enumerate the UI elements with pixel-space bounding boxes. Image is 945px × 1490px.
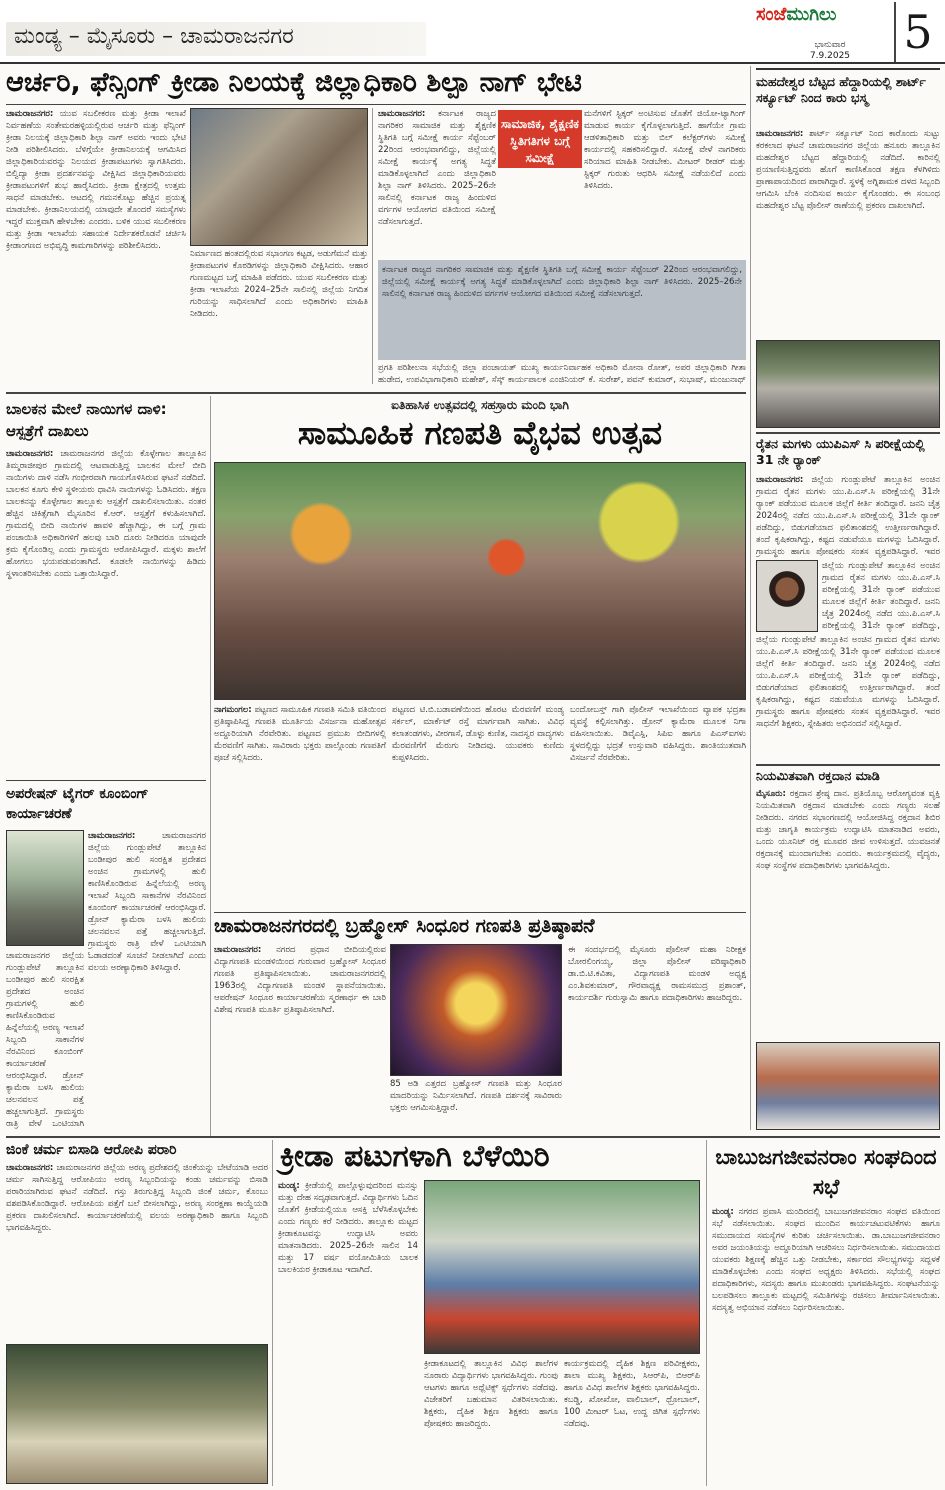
dog-body-text: ಚಾಮರಾಜನಗರ ಜಿಲ್ಲೆಯ ಕೊಳ್ಳೇಗಾಲ ತಾಲ್ಲೂಕಿನ ತಿಮ್ಮರಾಜೀಪುರ ಗ್ರಾಮದಲ್ಲಿ ಆಟವಾಡುತ್ತಿದ್ದ ಬಾಲಕನ ಮೇಲೆ ಬೀದಿ ನಾಯಿಗಳು ದಾಳಿ ನಡೆಸಿ ಗಂಭೀರವಾಗಿ ಗಾಯಗೊಳಿಸಿರುವ ಘಟನೆ ನಡೆದಿದೆ. ಬಾಲಕನ ಕೂಗು ಕೇಳಿ ಸ್ಥಳೀಯರು ಧಾವಿಸಿ ನಾಯಿಗಳನ್ನು ಓಡಿಸಿದರು. ತಕ್ಷಣ ಬಾಲಕನನ್ನು ಕೊಳ್ಳೇಗಾಲ ತಾಲ್ಲೂಕು ಆಸ್ಪತ್ರೆಗೆ ದಾಖಲಿಸಲಾಯಿತು. ನಂತರ ಹೆಚ್ಚಿನ ಚಿಕಿತ್ಸೆಗಾಗಿ ಮೈಸೂರಿನ ಕೆ.ಆರ್. ಆಸ್ಪತ್ರೆಗೆ ಕಳುಹಿಸಲಾಗಿದೆ. ಗ್ರಾಮದಲ್ಲಿ ಬೀದಿ ನಾಯಿಗಳ ಹಾವಳಿ ಹೆಚ್ಚಾಗಿದ್ದು, ಈ ಬಗ್ಗೆ ಗ್ರಾಮ ಪಂಚಾಯಿತಿ ಅಧಿಕಾರಿಗಳಿಗೆ ಹಲವು ಬಾರಿ ದೂರು ನೀಡಿದರೂ ಯಾವುದೇ ಕ್ರಮ ಕೈಗೊಂಡಿಲ್ಲ ಎಂದು ಗ್ರಾಮಸ್ಥರು ಆರೋಪಿಸಿದ್ದಾರೆ. ಮಕ್ಕಳು ಶಾಲೆಗೆ ಹೋಗಲು ಭಯಪಡುವಂತಾಗಿದೆ. ಕೂಡಲೇ ನಾಯಿಗಳನ್ನು ಹಿಡಿದು ಸ್ಥಳಾಂತರಿಸಬೇಕು ಎಂದು ಒತ್ತಾಯಿಸಿದ್ದಾರೆ. bbox=[6, 449, 206, 579]
survey-bottom-note: ಪ್ರಗತಿ ಪರಿಶೀಲನಾ ಸಭೆಯಲ್ಲಿ ಜಿಲ್ಲಾ ಪಂಚಾಯತ್ ಮುಖ್ಯ ಕಾರ್ಯನಿರ್ವಾಹಕ ಅಧಿಕಾರಿ ಮೋನಾ ರೋತ್, ಅಪರ ಜಿಲ್ಲಾಧಿಕಾರಿ ಗೀತಾ ಹುಡೇದ, ಉಪವಿಭಾಗಾಧಿಕಾರಿ ಮಹೇಶ್, ಸೆಸ್ಕ್ ಕಾರ್ಯಪಾಲಕ ಎಂಜಿನಿಯರ್ ಕೆ. ಸುರೇಶ್, ಪವನ್ ಕುಮಾರ್, ಸುಭಾಷ್, ಮಂಜುನಾಥ್ bbox=[378, 363, 746, 385]
babu-jagajivanram-body bbox=[712, 1206, 940, 1484]
ganesha-kicker: ಐತಿಹಾಸಿಕ ಉತ್ಸವದಲ್ಲಿ ಸಹಸ್ರಾರು ಮಂದಿ ಭಾಗಿ bbox=[391, 398, 569, 412]
divider bbox=[756, 68, 940, 70]
dateline: ಮಂಡ್ಯ: bbox=[278, 1181, 300, 1191]
top-story-caption: ನಿರ್ಮಾಣದ ಹಂತದಲ್ಲಿರುವ ಸಭಾಂಗಣ ಕಟ್ಟಡ, ಅಡುಗೆಮನೆ ಮತ್ತು ಕ್ರೀಡಾಪಟುಗಳ ಕೊಠಡಿಗಳನ್ನು ಜಿಲ್ಲಾಧಿಕಾರಿ ವೀಕ್ಷಿಸಿದರು. ಆಹಾರ ಗುಣಮಟ್ಟದ ಬಗ್ಗೆ ಮಾಹಿತಿ ಪಡೆದರು. ಯುವ ಸಬಲೀಕರಣ ಮತ್ತು ಕ್ರೀಡಾ ಇಲಾಖೆಯ 2024–25ನೇ ಸಾಲಿನಲ್ಲಿ ಜಿಲ್ಲೆಯ ನಿಗದಿತ ಗುರಿಯನ್ನು ಸಾಧಿಸಲಾಗಿದೆ ಎಂದು ಅಧಿಕಾರಿಗಳು ಮಾಹಿತಿ ನೀಡಿದರು. bbox=[190, 249, 368, 319]
sports-body-1: ಕ್ರೀಡೆಯಲ್ಲಿ ಪಾಲ್ಗೊಳ್ಳುವುದರಿಂದ ಮನಸ್ಸು ಮತ್ತು ದೇಹ ಸದೃಢವಾಗುತ್ತದೆ. ವಿದ್ಯಾರ್ಥಿಗಳು ಓದಿನ ಜೊತೆಗೆ ಕ್ರೀಡೆಯಲ್ಲಿಯೂ ಆಸಕ್ತಿ ಬೆಳೆಸಿಕೊಳ್ಳಬೇಕು ಎಂದು ಗಣ್ಯರು ಕರೆ ನೀಡಿದರು. ತಾಲ್ಲೂಕು ಮಟ್ಟದ ಕ್ರೀಡಾಕೂಟವನ್ನು ಉದ್ಘಾಟಿಸಿ ಅವರು ಮಾತನಾಡಿದರು. 2025–26ನೇ ಸಾಲಿನ 14 ಮತ್ತು 17 ವರ್ಷ ವಯೋಮಿತಿಯ ಬಾಲಕ ಬಾಲಕಿಯರ ಕ್ರೀಡಾಕೂಟ ಇದಾಗಿದೆ. bbox=[278, 1181, 418, 1275]
burnt-car-photo bbox=[756, 340, 940, 428]
brand-part-1: ಸಂಜೆ bbox=[756, 4, 787, 25]
brahmos-caption: 85 ಅಡಿ ಎತ್ತರದ ಬ್ರಹ್ಮೋಸ್ ಗಣಪತಿ ಮತ್ತು ಸಿಂಧೂರ ಮಾದರಿಯನ್ನು ನಿರ್ಮಿಸಲಾಗಿದೆ. ಗಣಪತಿ ದರ್ಶನಕ್ಕೆ ಸಾವಿರಾರು ಭಕ್ತರು ಆಗಮಿಸುತ್ತಿದ್ದಾರೆ. bbox=[390, 1079, 562, 1113]
brahmos-headline: ಚಾಮರಾಜನಗರದಲ್ಲಿ ಬ್ರಹ್ಮೋಸ್ ಸಿಂಧೂರ ಗಣಪತಿ ಪ್ರತಿಷ್ಠಾಪನೆ bbox=[214, 915, 595, 937]
forest-officials-photo bbox=[6, 1344, 268, 1484]
divider bbox=[6, 104, 746, 105]
dateline: ಚಾಮರಾಜನಗರ: bbox=[756, 129, 804, 139]
survey-col1 bbox=[378, 108, 496, 258]
top-story-col1 bbox=[6, 108, 186, 384]
car-story-body bbox=[756, 128, 940, 338]
sports-col1 bbox=[278, 1180, 418, 1484]
dateline: ಚಾಮರಾಜನಗರ: bbox=[88, 831, 136, 841]
deer-body-text: ಚಾಮರಾಜನಗರ ಜಿಲ್ಲೆಯ ಅರಣ್ಯ ಪ್ರದೇಶದಲ್ಲಿ ಜಿಂಕೆಯನ್ನು ಬೇಟೆಯಾಡಿ ಅದರ ಚರ್ಮ ಸಾಗಿಸುತ್ತಿದ್ದ ಆರೋಪಿಯು ಅರಣ್ಯ ಸಿಬ್ಬಂದಿಯನ್ನು ಕಂಡು ಚರ್ಮವನ್ನು ಬಿಸಾಡಿ ಪರಾರಿಯಾಗಿರುವ ಘಟನೆ ನಡೆದಿದೆ. ಗಸ್ತು ತಿರುಗುತ್ತಿದ್ದ ಸಿಬ್ಬಂದಿ ಜಿಂಕೆ ಚರ್ಮ, ಕೊಂಬು ವಶಪಡಿಸಿಕೊಂಡಿದ್ದಾರೆ. ಆರೋಪಿಯ ಪತ್ತೆಗೆ ಬಲೆ ಬೀಸಲಾಗಿದ್ದು, ಅರಣ್ಯ ಸಂರಕ್ಷಣಾ ಕಾಯ್ದೆಯಡಿ ಪ್ರಕರಣ ದಾಖಲಿಸಲಾಗಿದೆ. ಕಾರ್ಯಾಚರಣೆಯಲ್ಲಿ ವಲಯ ಅರಣ್ಯಾಧಿಕಾರಿ ಹಾಗೂ ಸಿಬ್ಬಂದಿ ಭಾಗವಹಿಸಿದ್ದರು. bbox=[6, 1163, 268, 1233]
divider bbox=[214, 912, 746, 913]
tiger-story-headline: ಅಪರೇಷನ್ ಟೈಗರ್ ಕೂಂಬಿಂಗ್ ಕಾರ್ಯಾಚರಣೆ bbox=[6, 786, 149, 822]
tiger-story-body-cont: ಚಾಮರಾಜನಗರ ಜಿಲ್ಲೆಯ ಗುಂಡ್ಲುಪೇಟೆ ತಾಲ್ಲೂಕಿನ ಬಂಡೀಪುರ ಹುಲಿ ಸಂರಕ್ಷಿತ ಪ್ರದೇಶದ ಅಂಚಿನ ಗ್ರಾಮಗಳಲ್ಲಿ ಹುಲಿ ಕಾಣಿಸಿಕೊಂಡಿರುವ ಹಿನ್ನೆಲೆಯಲ್ಲಿ ಅರಣ್ಯ ಇಲಾಖೆ ಸಿಬ್ಬಂದಿ ಸಾಕಾನೆಗಳ ನೆರವಿನಿಂದ ಕೂಂಬಿಂಗ್ ಕಾರ್ಯಾಚರಣೆ ಆರಂಭಿಸಿದ್ದಾರೆ. ಡ್ರೋನ್ ಕ್ಯಾಮೆರಾ ಬಳಸಿ ಹುಲಿಯ ಚಲನವಲನ ಪತ್ತೆ ಹಚ್ಚಲಾಗುತ್ತಿದೆ. ಗ್ರಾಮಸ್ಥರು ರಾತ್ರಿ ವೇಳೆ ಒಂಟಿಯಾಗಿ bbox=[6, 951, 84, 1129]
brahmos-col2: ಈ ಸಂದರ್ಭದಲ್ಲಿ ಮೈಸೂರು ಪೊಲೀಸ್ ಮಹಾ ನಿರೀಕ್ಷಕ ಬೋರಲಿಂಗಯ್ಯ, ಜಿಲ್ಲಾ ಪೊಲೀಸ್ ವರಿಷ್ಠಾಧಿಕಾರಿ ಡಾ.ಬಿ.ಟಿ.ಕವಿತಾ, ವಿದ್ಯಾಗಣಪತಿ ಮಂಡಳಿ ಅಧ್ಯಕ್ಷ ಎಂ.ಶಿವಕುಮಾರ್, ಗೌರವಾಧ್ಯಕ್ಷ ರಾಮಸಮುದ್ರ ಪ್ರಶಾಂತ್, ಕಾರ್ಯದರ್ಶಿ ಗುರುಸ್ವಾಮಿ ಹಾಗೂ ಪದಾಧಿಕಾರಿಗಳು ಹಾಜರಿದ್ದರು. bbox=[568, 945, 746, 1003]
blood-donation-photo bbox=[756, 1042, 940, 1130]
tiger-body-text: ಚಾಮರಾಜನಗರ ಜಿಲ್ಲೆಯ ಗುಂಡ್ಲುಪೇಟೆ ತಾಲ್ಲೂಕಿನ ಬಂಡೀಪುರ ಹುಲಿ ಸಂರಕ್ಷಿತ ಪ್ರದೇಶದ ಅಂಚಿನ ಗ್ರಾಮಗಳಲ್ಲಿ ಹುಲಿ ಕಾಣಿಸಿಕೊಂಡಿರುವ ಹಿನ್ನೆಲೆಯಲ್ಲಿ ಅರಣ್ಯ ಇಲಾಖೆ ಸಿಬ್ಬಂದಿ ಸಾಕಾನೆಗಳ ನೆರವಿನಿಂದ ಕೂಂಬಿಂಗ್ ಕಾರ್ಯಾಚರಣೆ ಆರಂಭಿಸಿದ್ದಾರೆ. ಡ್ರೋನ್ ಕ್ಯಾಮೆರಾ ಬಳಸಿ ಹುಲಿಯ ಚಲನವಲನ ಪತ್ತೆ ಹಚ್ಚಲಾಗುತ್ತಿದೆ. ಗ್ರಾಮಸ್ಥರು ರಾತ್ರಿ ವೇಳೆ ಒಂಟಿಯಾಗಿ ಓಡಾಡದಂತೆ ಸೂಚನೆ ನೀಡಲಾಗಿದೆ ಎಂದು ವಲಯ ಅರಣ್ಯಾಧಿಕಾರಿ ತಿಳಿಸಿದ್ದಾರೆ. bbox=[88, 831, 206, 973]
divider bbox=[756, 432, 940, 434]
dateline: ಚಾಮರಾಜನಗರ: bbox=[756, 475, 804, 485]
dog-story-body bbox=[6, 448, 206, 778]
deer-skin-headline: ಜಿಂಕೆ ಚರ್ಮ ಬಿಸಾಡಿ ಆರೋಪಿ ಪರಾರಿ bbox=[6, 1142, 177, 1158]
divider bbox=[6, 780, 206, 781]
ganesha-col2: ಪಟ್ಟಣದ ಟಿ.ಬಿ.ಬಡಾವಣೆಯಿಂದ ಹೊರಟ ಮೆರವಣಿಗೆ ಮಂಡ್ಯ ಸರ್ಕಲ್, ಮಾರ್ಕೆಟ್ ರಸ್ತೆ ಮಾರ್ಗವಾಗಿ ಸಾಗಿತು. ವಿವಿಧ ಕಲಾತಂಡಗಳು, ವೀರಗಾಸೆ, ಡೊಳ್ಳು ಕುಣಿತ, ನಾದಸ್ವರ ವಾದ್ಯಗಳು ಮೆರವಣಿಗೆಗೆ ಮೆರುಗು ನೀಡಿದವು. ಯುವಕರು ಕುಣಿದು ಕುಪ್ಪಳಿಸಿದರು. bbox=[392, 705, 564, 763]
dateline: ಚಾಮರಾಜನಗರ: bbox=[378, 109, 426, 119]
upsc-body-cont: ಜಿಲ್ಲೆಯ ಗುಂಡ್ಲುಪೇಟೆ ತಾಲ್ಲೂಕಿನ ಅಂಚಿನ ಗ್ರಾಮದ ರೈತನ ಮಗಳು ಯು.ಪಿ.ಎಸ್.ಸಿ ಪರೀಕ್ಷೆಯಲ್ಲಿ 31ನೇ ರ್‍ಯಾಂಕ್ ಪಡೆಯುವ ಮೂಲಕ ಜಿಲ್ಲೆಗೆ ಕೀರ್ತಿ ತಂದಿದ್ದಾರೆ. ಜನನಿ ಚೈತ್ರ 2024ರಲ್ಲಿ ನಡೆದ ಯು.ಪಿ.ಎಸ್.ಸಿ ಪರೀಕ್ಷೆಯಲ್ಲಿ 31ನೇ ರ್‍ಯಾಂಕ್ ಪಡೆದಿದ್ದು, ಬಿಡುಗಡೆಯಾದ ಫಲಿತಾಂಶದಲ್ಲಿ ಉತ್ತೀರ್ಣರಾಗಿದ್ದಾರೆ. ತಂದೆ ಕೃಷಿಕರಾಗಿದ್ದು, ಕಷ್ಟದ ನಡುವೆಯೂ ಮಗಳನ್ನು ಓದಿಸಿದ್ದಾರೆ. ಗ್ರಾಮಸ್ಥರು ಹಾಗೂ ಪೋಷಕರು ಸಂತಸ ವ್ಯಕ್ತಪಡಿಸಿದ್ದಾರೆ. ಇವರ ಸಾಧನೆಗೆ ಶಿಕ್ಷಕರು, ಸ್ನೇಹಿತರು ಅಭಿನಂದನೆ ಸಲ್ಲಿಸಿದ್ದಾರೆ. bbox=[756, 635, 940, 729]
candidate-portrait bbox=[756, 560, 818, 632]
dateline: ಚಾಮರಾಜನಗರ: bbox=[214, 945, 262, 955]
dateline: ನಾಗಮಂಗಲ: bbox=[214, 705, 252, 715]
column-rule bbox=[750, 66, 751, 1130]
dateline: ಚಾಮರಾಜನಗರ: bbox=[6, 1163, 54, 1173]
upsc-body-top bbox=[756, 474, 940, 558]
brahmos-ganesha-photo bbox=[390, 944, 562, 1076]
sports-event-photo bbox=[424, 1180, 700, 1354]
top-story-headline: ಆರ್ಚರಿ, ಫೆನ್ಸಿಂಗ್ ಕ್ರೀಡಾ ನಿಲಯಕ್ಕೆ ಜಿಲ್ಲಾಧಿಕಾರಿ ಶಿಲ್ಪಾ ನಾಗ್ ಭೇಟಿ bbox=[6, 67, 582, 98]
issue-date bbox=[790, 40, 870, 62]
region-banner: ಮಂಡ್ಯ – ಮೈಸೂರು – ಚಾಮರಾಜನಗರ bbox=[6, 22, 426, 56]
divider bbox=[756, 764, 940, 766]
babu-jagajivanram-headline: ಬಾಬುಜಗಜೀವನರಾಂ ಸಂಘದಿಂದ ಸಭೆ bbox=[715, 1145, 937, 1199]
dateline: ಚಾಮರಾಜನಗರ: bbox=[6, 449, 54, 459]
tiger-story-body bbox=[88, 830, 206, 1130]
blood-donation-body bbox=[756, 788, 940, 1038]
dateline: ಮಂಡ್ಯ: bbox=[712, 1207, 734, 1217]
deer-skin-body bbox=[6, 1162, 268, 1342]
top-story-body: ಯುವ ಸಬಲೀಕರಣ ಮತ್ತು ಕ್ರೀಡಾ ಇಲಾಖೆ ನಿರ್ವಹಣೆಯ ಸಂತೇಮರಹಳ್ಳಿಯಲ್ಲಿರುವ ಆರ್ಚರಿ ಮತ್ತು ಫೆನ್ಸಿಂಗ್ ಕ್ರೀಡಾ ನಿಲಯಕ್ಕೆ ಜಿಲ್ಲಾಧಿಕಾರಿ ಶಿಲ್ಪಾ ನಾಗ್ ಅವರು ಇಂದು ಭೇಟಿ ನೀಡಿ ಪರಿಶೀಲಿಸಿದರು. ಬೆಳಿಗ್ಗೆಯೇ ಕ್ರೀಡಾನಿಲಯಕ್ಕೆ ಆಗಮಿಸಿದ ಜಿಲ್ಲಾಧಿಕಾರಿಯವರನ್ನು ನಿಲಯದ ಕ್ರೀಡಾಪಟುಗಳು ಸ್ವಾಗತಿಸಿದರು. ಬಿಲ್ವಿದ್ಯಾ ಕ್ರೀಡಾ ಪ್ರದರ್ಶನವನ್ನು ವೀಕ್ಷಿಸಿದ ಜಿಲ್ಲಾಧಿಕಾರಿಯವರು ಕ್ರೀಡಾಪಟುಗಳಿಗೆ ಶುಭ ಹಾರೈಸಿದರು. ಕ್ರೀಡಾ ಕ್ಷೇತ್ರದಲ್ಲಿ ಉತ್ತಮ ಸಾಧನೆ ಮಾಡಬೇಕು. ಆಟದಲ್ಲಿ ಗಮನಕೊಟ್ಟು ಹೆಚ್ಚಿನ ಪ್ರಯತ್ನ ಮಾಡಬೇಕು. ಕ್ರೀಡಾನಿಲಯದಲ್ಲಿ ಯಾವುದೇ ತೊಂದರೆ ಸಮಸ್ಯೆಗಳು ಇದ್ದರೆ ಮುಕ್ತವಾಗಿ ಹೇಳಬೇಕು ಎಂದರು. ಬಳಿಕ ಯುವ ಸಬಲೀಕರಣ ಮತ್ತು ಕ್ರೀಡಾ ಇಲಾಖೆಯ ಸಹಾಯಕ ನಿರ್ದೇಶಕರೊಡನೆ ಚರ್ಚಿಸಿ ಕ್ರೀಡಾಂಗಣದ ಅಭಿವೃದ್ಧಿ ಕಾಮಗಾರಿಗಳನ್ನು ಪರಿಶೀಲಿಸಿದರು. bbox=[6, 109, 186, 251]
survey-highlight-box: ಸಾಮಾಜಿಕ, ಶೈಕ್ಷಣಿಕ ಸ್ಥಿತಿಗತಿಗಳ ಬಗ್ಗೆ ಸಮೀಕ್ಷೆ bbox=[498, 110, 582, 168]
page-number: 5 bbox=[894, 2, 940, 62]
blood-body-text: ರಕ್ತದಾನ ಶ್ರೇಷ್ಠ ದಾನ. ಪ್ರತಿಯೊಬ್ಬ ಆರೋಗ್ಯವಂತ ವ್ಯಕ್ತಿ ನಿಯಮಿತವಾಗಿ ರಕ್ತದಾನ ಮಾಡಬೇಕು ಎಂದು ಗಣ್ಯರು ಸಲಹೆ ನೀಡಿದರು. ನಗರದ ಸಭಾಂಗಣದಲ್ಲಿ ಆಯೋಜಿಸಿದ್ದ ರಕ್ತದಾನ ಶಿಬಿರ ಮತ್ತು ಜಾಗೃತಿ ಕಾರ್ಯಕ್ರಮ ಉದ್ಘಾಟಿಸಿ ಮಾತನಾಡಿದ ಅವರು, ಒಂದು ಯೂನಿಟ್ ರಕ್ತ ಮೂವರ ಜೀವ ಉಳಿಸುತ್ತದೆ. ಯುವಜನತೆ ರಕ್ತದಾನಕ್ಕೆ ಮುಂದಾಗಬೇಕು ಎಂದರು. ಕಾರ್ಯಕ್ರಮದಲ್ಲಿ ವೈದ್ಯರು, ಸಂಘ ಸಂಸ್ಥೆಗಳ ಪದಾಧಿಕಾರಿಗಳು ಭಾಗವಹಿಸಿದ್ದರು. bbox=[756, 789, 940, 871]
ganesha-col1 bbox=[214, 704, 386, 910]
district-collector-visit-photo bbox=[190, 108, 368, 246]
sports-col3: ಕಾರ್ಯಕ್ರಮದಲ್ಲಿ ದೈಹಿಕ ಶಿಕ್ಷಣ ಪರಿವೀಕ್ಷಕರು, ಶಾಲಾ ಮುಖ್ಯ ಶಿಕ್ಷಕರು, ಸಿಆರ್‌ಪಿ, ಬಿಆರ್‌ಪಿ ಹಾಗೂ ವಿವಿಧ ಶಾಲೆಗಳ ಶಿಕ್ಷಕರು ಭಾಗವಹಿಸಿದ್ದರು. ಕಬಡ್ಡಿ, ಖೋಖೋ, ವಾಲಿಬಾಲ್, ಥ್ರೋಬಾಲ್, 100 ಮೀಟರ್ ಓಟ, ಉದ್ದ ಜಿಗಿತ ಸ್ಪರ್ಧೆಗಳು ನಡೆದವು. bbox=[564, 1359, 700, 1429]
upsc-headline: ರೈತನ ಮಗಳು ಯುಪಿಎಸ್ ಸಿ ಪರೀಕ್ಷೆಯಲ್ಲಿ 31 ನೇ ರ್‍ಯಾಂಕ್ bbox=[756, 436, 925, 467]
column-rule bbox=[272, 1140, 273, 1486]
brand-part-2: ಮುಗಿಲು bbox=[786, 4, 837, 25]
elephant-combing-photo bbox=[6, 830, 84, 946]
dog-story-headline: ಬಾಲಕನ ಮೇಲೆ ನಾಯಿಗಳ ದಾಳಿ: ಆಸ್ಪತ್ರೆಗೆ ದಾಖಲು bbox=[6, 400, 167, 440]
survey-col1-cont: ಕರ್ನಾಟಕ ರಾಜ್ಯದ ನಾಗರಿಕರ ಸಾಮಾಜಿಕ ಮತ್ತು ಶೈಕ್ಷಣಿಕ ಸ್ಥಿತಿಗತಿ ಬಗ್ಗೆ ಸಮೀಕ್ಷೆ ಕಾರ್ಯ ಸೆಪ್ಟೆಂಬರ್ 22ರಿಂದ ಆರಂಭವಾಗಲಿದ್ದು, ಜಿಲ್ಲೆಯಲ್ಲಿ ಸಮೀಕ್ಷೆ ಕಾರ್ಯಕ್ಕೆ ಅಗತ್ಯ ಸಿದ್ಧತೆ ಮಾಡಿಕೊಳ್ಳಲಾಗಿದೆ ಎಂದು ಜಿಲ್ಲಾಧಿಕಾರಿ ಶಿಲ್ಪಾ ನಾಗ್ ತಿಳಿಸಿದರು. 2025–26ನೇ ಸಾಲಿನಲ್ಲಿ ಕರ್ನಾಟಕ ರಾಜ್ಯ ಹಿಂದುಳಿದ ವರ್ಗಗಳ ಆಯೋಗದ ವತಿಯಿಂದ ಸಮೀಕ್ಷೆ ನಡೆಸಲಾಗುತ್ತದೆ. bbox=[382, 265, 742, 299]
blood-donation-headline: ನಿಯಮಿತವಾಗಿ ರಕ್ತದಾನ ಮಾಡಿ bbox=[756, 768, 880, 783]
date-value: 7.9.2025 bbox=[809, 51, 851, 61]
upsc-body-side: ಜಿಲ್ಲೆಯ ಗುಂಡ್ಲುಪೇಟೆ ತಾಲ್ಲೂಕಿನ ಅಂಚಿನ ಗ್ರಾಮದ ರೈತನ ಮಗಳು ಯು.ಪಿ.ಎಸ್.ಸಿ ಪರೀಕ್ಷೆಯಲ್ಲಿ 31ನೇ ರ್‍ಯಾಂಕ್ ಪಡೆಯುವ ಮೂಲಕ ಜಿಲ್ಲೆಗೆ ಕೀರ್ತಿ ತಂದಿದ್ದಾರೆ. ಜನನಿ ಚೈತ್ರ 2024ರಲ್ಲಿ ನಡೆದ ಯು.ಪಿ.ಎಸ್.ಸಿ ಪರೀಕ್ಷೆಯಲ್ಲಿ 31ನೇ ರ್‍ಯಾಂಕ್ ಪಡೆದಿದ್ದು, bbox=[822, 561, 940, 631]
survey-body-1: ಕರ್ನಾಟಕ ರಾಜ್ಯದ ನಾಗರಿಕರ ಸಾಮಾಜಿಕ ಮತ್ತು ಶೈಕ್ಷಣಿಕ ಸ್ಥಿತಿಗತಿ ಬಗ್ಗೆ ಸಮೀಕ್ಷೆ ಕಾರ್ಯ ಸೆಪ್ಟೆಂಬರ್ 22ರಿಂದ ಆರಂಭವಾಗಲಿದ್ದು, ಜಿಲ್ಲೆಯಲ್ಲಿ ಸಮೀಕ್ಷೆ ಕಾರ್ಯಕ್ಕೆ ಅಗತ್ಯ ಸಿದ್ಧತೆ ಮಾಡಿಕೊಳ್ಳಲಾಗಿದೆ ಎಂದು ಜಿಲ್ಲಾಧಿಕಾರಿ ಶಿಲ್ಪಾ ನಾಗ್ ತಿಳಿಸಿದರು. 2025–26ನೇ ಸಾಲಿನಲ್ಲಿ ಕರ್ನಾಟಕ ರಾಜ್ಯ ಹಿಂದುಳಿದ ವರ್ಗಗಳ ಆಯೋಗದ ವತಿಯಿಂದ ಸಮೀಕ್ಷೆ ನಡೆಸಲಾಗುತ್ತದೆ. bbox=[378, 109, 496, 227]
ganesha-headline: ಸಾಮೂಹಿಕ ಗಣಪತಿ ವೈಭವ ಉತ್ಸವ bbox=[297, 414, 663, 452]
car-story-headline: ಮಹದೇಶ್ವರ ಬೆಟ್ಟದ ಹೆದ್ದಾರಿಯಲ್ಲಿ ಶಾರ್ಟ್ ಸರ್ಕ್ಯೂಟ್ ನಿಂದ ಕಾರು ಭಸ್ಮ bbox=[756, 74, 926, 105]
upsc-body-text: ಜಿಲ್ಲೆಯ ಗುಂಡ್ಲುಪೇಟೆ ತಾಲ್ಲೂಕಿನ ಅಂಚಿನ ಗ್ರಾಮದ ರೈತನ ಮಗಳು ಯು.ಪಿ.ಎಸ್.ಸಿ ಪರೀಕ್ಷೆಯಲ್ಲಿ 31ನೇ ರ್‍ಯಾಂಕ್ ಪಡೆಯುವ ಮೂಲಕ ಜಿಲ್ಲೆಗೆ ಕೀರ್ತಿ ತಂದಿದ್ದಾರೆ. ಜನನಿ ಚೈತ್ರ 2024ರಲ್ಲಿ ನಡೆದ ಯು.ಪಿ.ಎಸ್.ಸಿ ಪರೀಕ್ಷೆಯಲ್ಲಿ 31ನೇ ರ್‍ಯಾಂಕ್ ಪಡೆದಿದ್ದು, ಬಿಡುಗಡೆಯಾದ ಫಲಿತಾಂಶದಲ್ಲಿ ಉತ್ತೀರ್ಣರಾಗಿದ್ದಾರೆ. ತಂದೆ ಕೃಷಿಕರಾಗಿದ್ದು, ಕಷ್ಟದ ನಡುವೆಯೂ ಮಗಳನ್ನು ಓದಿಸಿದ್ದಾರೆ. ಗ್ರಾಮಸ್ಥರು ಹಾಗೂ ಪೋಷಕರು ಸಂತಸ ವ್ಯಕ್ತಪಡಿಸಿದ್ದಾರೆ. ಇವರ bbox=[756, 475, 940, 557]
divider bbox=[6, 1136, 940, 1138]
sports-col2: ಕ್ರೀಡಾಕೂಟದಲ್ಲಿ ತಾಲ್ಲೂಕಿನ ವಿವಿಧ ಶಾಲೆಗಳ ನೂರಾರು ವಿದ್ಯಾರ್ಥಿಗಳು ಭಾಗವಹಿಸಿದ್ದರು. ಗುಂಪು ಆಟಗಳು ಹಾಗೂ ಅಥ್ಲೆಟಿಕ್ಸ್ ಸ್ಪರ್ಧೆಗಳು ನಡೆದವು. ವಿಜೇತರಿಗೆ ಬಹುಮಾನ ವಿತರಿಸಲಾಯಿತು. ಶಿಕ್ಷಕರು, ದೈಹಿಕ ಶಿಕ್ಷಣ ಶಿಕ್ಷಕರು ಹಾಗೂ ಪೋಷಕರು ಹಾಜರಿದ್ದರು. bbox=[424, 1359, 558, 1429]
sports-headline: ಕ್ರೀಡಾ ಪಟುಗಳಾಗಿ ಬೆಳೆಯಿರಿ bbox=[280, 1139, 550, 1174]
newspaper-brand bbox=[756, 4, 886, 42]
ganesha-procession-photo bbox=[214, 462, 746, 700]
weekday: ಭಾನುವಾರ bbox=[814, 40, 846, 50]
brahmos-body-1: ನಗರದ ಪ್ರಧಾನ ಬೀದಿಯಲ್ಲಿರುವ ವಿದ್ಯಾಗಣಪತಿ ಮಂಡಳಿಯಿಂದ ಗುರುವಾರ ಬ್ರಹ್ಮೋಸ್ ಸಿಂಧೂರ ಗಣಪತಿ ಪ್ರತಿಷ್ಠಾಪಿಸಲಾಯಿತು. ಚಾಮರಾಜನಗರದಲ್ಲಿ 1963ರಲ್ಲಿ ವಿದ್ಯಾಗಣಪತಿ ಮಂಡಳಿ ಸ್ಥಾಪನೆಯಾಯಿತು. ಆಪರೇಷನ್ ಸಿಂಧೂರ ಕಾರ್ಯಾಚರಣೆಯ ಸ್ಮರಣಾರ್ಥ ಈ ಬಾರಿ ವಿಶೇಷ ಗಣಪತಿ ಮೂರ್ತಿ ಪ್ರತಿಷ್ಠಾಪಿಸಲಾಗಿದೆ. bbox=[214, 945, 386, 1015]
column-rule bbox=[372, 108, 373, 384]
brahmos-col1 bbox=[214, 944, 386, 1130]
babu-body-text: ನಗರದ ಪ್ರವಾಸಿ ಮಂದಿರದಲ್ಲಿ ಬಾಬುಜಗಜೀವನರಾಂ ಸಂಘದ ವತಿಯಿಂದ ಸಭೆ ನಡೆಸಲಾಯಿತು. ಸಂಘದ ಮುಂದಿನ ಕಾರ್ಯಚಟುವಟಿಕೆಗಳು ಹಾಗೂ ಸಮುದಾಯದ ಸಮಸ್ಯೆಗಳ ಕುರಿತು ಚರ್ಚಿಸಲಾಯಿತು. ಡಾ.ಬಾಬುಜಗಜೀವನರಾಂ ಅವರ ಜಯಂತಿಯನ್ನು ಅದ್ದೂರಿಯಾಗಿ ಆಚರಿಸಲು ನಿರ್ಧರಿಸಲಾಯಿತು. ಸಮುದಾಯದ ಯುವಕರು ಶಿಕ್ಷಣಕ್ಕೆ ಹೆಚ್ಚಿನ ಒತ್ತು ನೀಡಬೇಕು, ಸರ್ಕಾರದ ಸೌಲಭ್ಯಗಳನ್ನು ಸದ್ಬಳಕೆ ಮಾಡಿಕೊಳ್ಳಬೇಕು ಎಂದು ಸಂಘದ ಅಧ್ಯಕ್ಷರು ತಿಳಿಸಿದರು. ಸಭೆಯಲ್ಲಿ ಸಂಘದ ಪದಾಧಿಕಾರಿಗಳು, ಸದಸ್ಯರು ಹಾಗೂ ಮುಖಂಡರು ಭಾಗವಹಿಸಿದ್ದರು. ಸಂಘಟನೆಯನ್ನು ಬಲಪಡಿಸಲು ತಾಲ್ಲೂಕು ಮಟ್ಟದಲ್ಲಿ ಸಮಿತಿಗಳನ್ನು ರಚಿಸಲು ತೀರ್ಮಾನಿಸಲಾಯಿತು. ಸದಸ್ಯತ್ವ ಅಭಿಯಾನ ನಡೆಸಲು ನಿರ್ಧರಿಸಲಾಯಿತು. bbox=[712, 1207, 940, 1313]
column-rule bbox=[706, 1140, 707, 1486]
dateline: ಚಾಮರಾಜನಗರ: bbox=[6, 109, 54, 119]
ganesha-col3: ಬಂದೋಬಸ್ತ್ ಗಾಗಿ ಪೊಲೀಸ್ ಇಲಾಖೆಯಿಂದ ವ್ಯಾಪಕ ಭದ್ರತಾ ವ್ಯವಸ್ಥೆ ಕಲ್ಪಿಸಲಾಗಿತ್ತು. ಡ್ರೋನ್ ಕ್ಯಾಮೆರಾ ಮೂಲಕ ನಿಗಾ ವಹಿಸಲಾಯಿತು. ಡಿವೈಎಸ್ಪಿ, ಸಿಪಿಐ ಹಾಗೂ ಪಿಎಸ್‌ಐಗಳು ಸ್ಥಳದಲ್ಲಿದ್ದು ಭದ್ರತೆ ಉಸ್ತುವಾರಿ ವಹಿಸಿದ್ದರು. ಶಾಂತಿಯುತವಾಗಿ ವಿಸರ್ಜನೆ ನೆರವೇರಿತು. bbox=[570, 705, 746, 763]
divider bbox=[6, 392, 746, 394]
ganesha-body-1: ಪಟ್ಟಣದ ಸಾಮೂಹಿಕ ಗಣಪತಿ ಸಮಿತಿ ವತಿಯಿಂದ ಪ್ರತಿಷ್ಠಾಪಿಸಿದ್ದ ಗಣಪತಿ ಮೂರ್ತಿಯ ವಿಸರ್ಜನಾ ಮಹೋತ್ಸವ ಅದ್ದೂರಿಯಾಗಿ ನೆರವೇರಿತು. ಪಟ್ಟಣದ ಪ್ರಮುಖ ಬೀದಿಗಳಲ್ಲಿ ಮೆರವಣಿಗೆ ಸಾಗಿತು. ಸಾವಿರಾರು ಭಕ್ತರು ಪಾಲ್ಗೊಂಡು ಗಣಪತಿಗೆ ಪೂಜೆ ಸಲ್ಲಿಸಿದರು. bbox=[214, 705, 386, 763]
dateline: ಮೈಸೂರು: bbox=[756, 789, 786, 799]
car-body-text: ಶಾರ್ಟ್ ಸರ್ಕ್ಯೂಟ್ ನಿಂದ ಕಾರೊಂದು ಸುಟ್ಟು ಕರಕಲಾದ ಘಟನೆ ಚಾಮರಾಜನಗರ ಜಿಲ್ಲೆಯ ಹನೂರು ತಾಲ್ಲೂಕಿನ ಮಹದೇಶ್ವರ ಬೆಟ್ಟದ ಹೆದ್ದಾರಿಯಲ್ಲಿ ನಡೆದಿದೆ. ಕಾರಿನಲ್ಲಿ ಪ್ರಯಾಣಿಸುತ್ತಿದ್ದವರು ಹೊಗೆ ಕಾಣಿಸಿಕೊಂಡ ತಕ್ಷಣ ಕೆಳಗಿಳಿದು ಪ್ರಾಣಾಪಾಯದಿಂದ ಪಾರಾಗಿದ್ದಾರೆ. ಸ್ಥಳಕ್ಕೆ ಅಗ್ನಿಶಾಮಕ ದಳದ ಸಿಬ್ಬಂದಿ ಆಗಮಿಸಿ ಬೆಂಕಿ ನಂದಿಸುವ ಕಾರ್ಯ ಕೈಗೊಂಡರು. ಈ ಸಂಬಂಧ ಮಹದೇಶ್ವರ ಬೆಟ್ಟ ಪೊಲೀಸ್ ಠಾಣೆಯಲ್ಲಿ ಪ್ರಕರಣ ದಾಖಲಾಗಿದೆ. bbox=[756, 129, 940, 211]
column-rule bbox=[210, 396, 211, 1136]
survey-col2: ಮನೆಗಳಿಗೆ ಸ್ಟಿಕ್ಕರ್ ಅಂಟಿಸುವ ಜೊತೆಗೆ ಜಿಯೋ-ಟ್ಯಾಗಿಂಗ್ ಮಾಡುವ ಕಾರ್ಯ ಕೈಗೊಳ್ಳಲಾಗುತ್ತಿದೆ. ಹಾಗೆಯೇ ಗ್ರಾಮ ಆಡಳಿತಾಧಿಕಾರಿ ಮತ್ತು ಬಿಲ್ ಕಲೆಕ್ಟರ್‌ಗಳು ಸಮೀಕ್ಷೆ ಕಾರ್ಯದಲ್ಲಿ ಸಹಕರಿಸಲಿದ್ದಾರೆ. ಸಮೀಕ್ಷೆ ವೇಳೆ ನಾಗರಿಕರು ಸರಿಯಾದ ಮಾಹಿತಿ ನೀಡಬೇಕು. ಮೀಟರ್ ರೀಡರ್ ಮತ್ತು ಸ್ಟಿಕ್ಕರ್ ಗುರುತು ಆಧರಿಸಿ ಸಮೀಕ್ಷೆ ನಡೆಯಲಿದೆ ಎಂದು ತಿಳಿಸಿದರು. bbox=[584, 109, 746, 191]
